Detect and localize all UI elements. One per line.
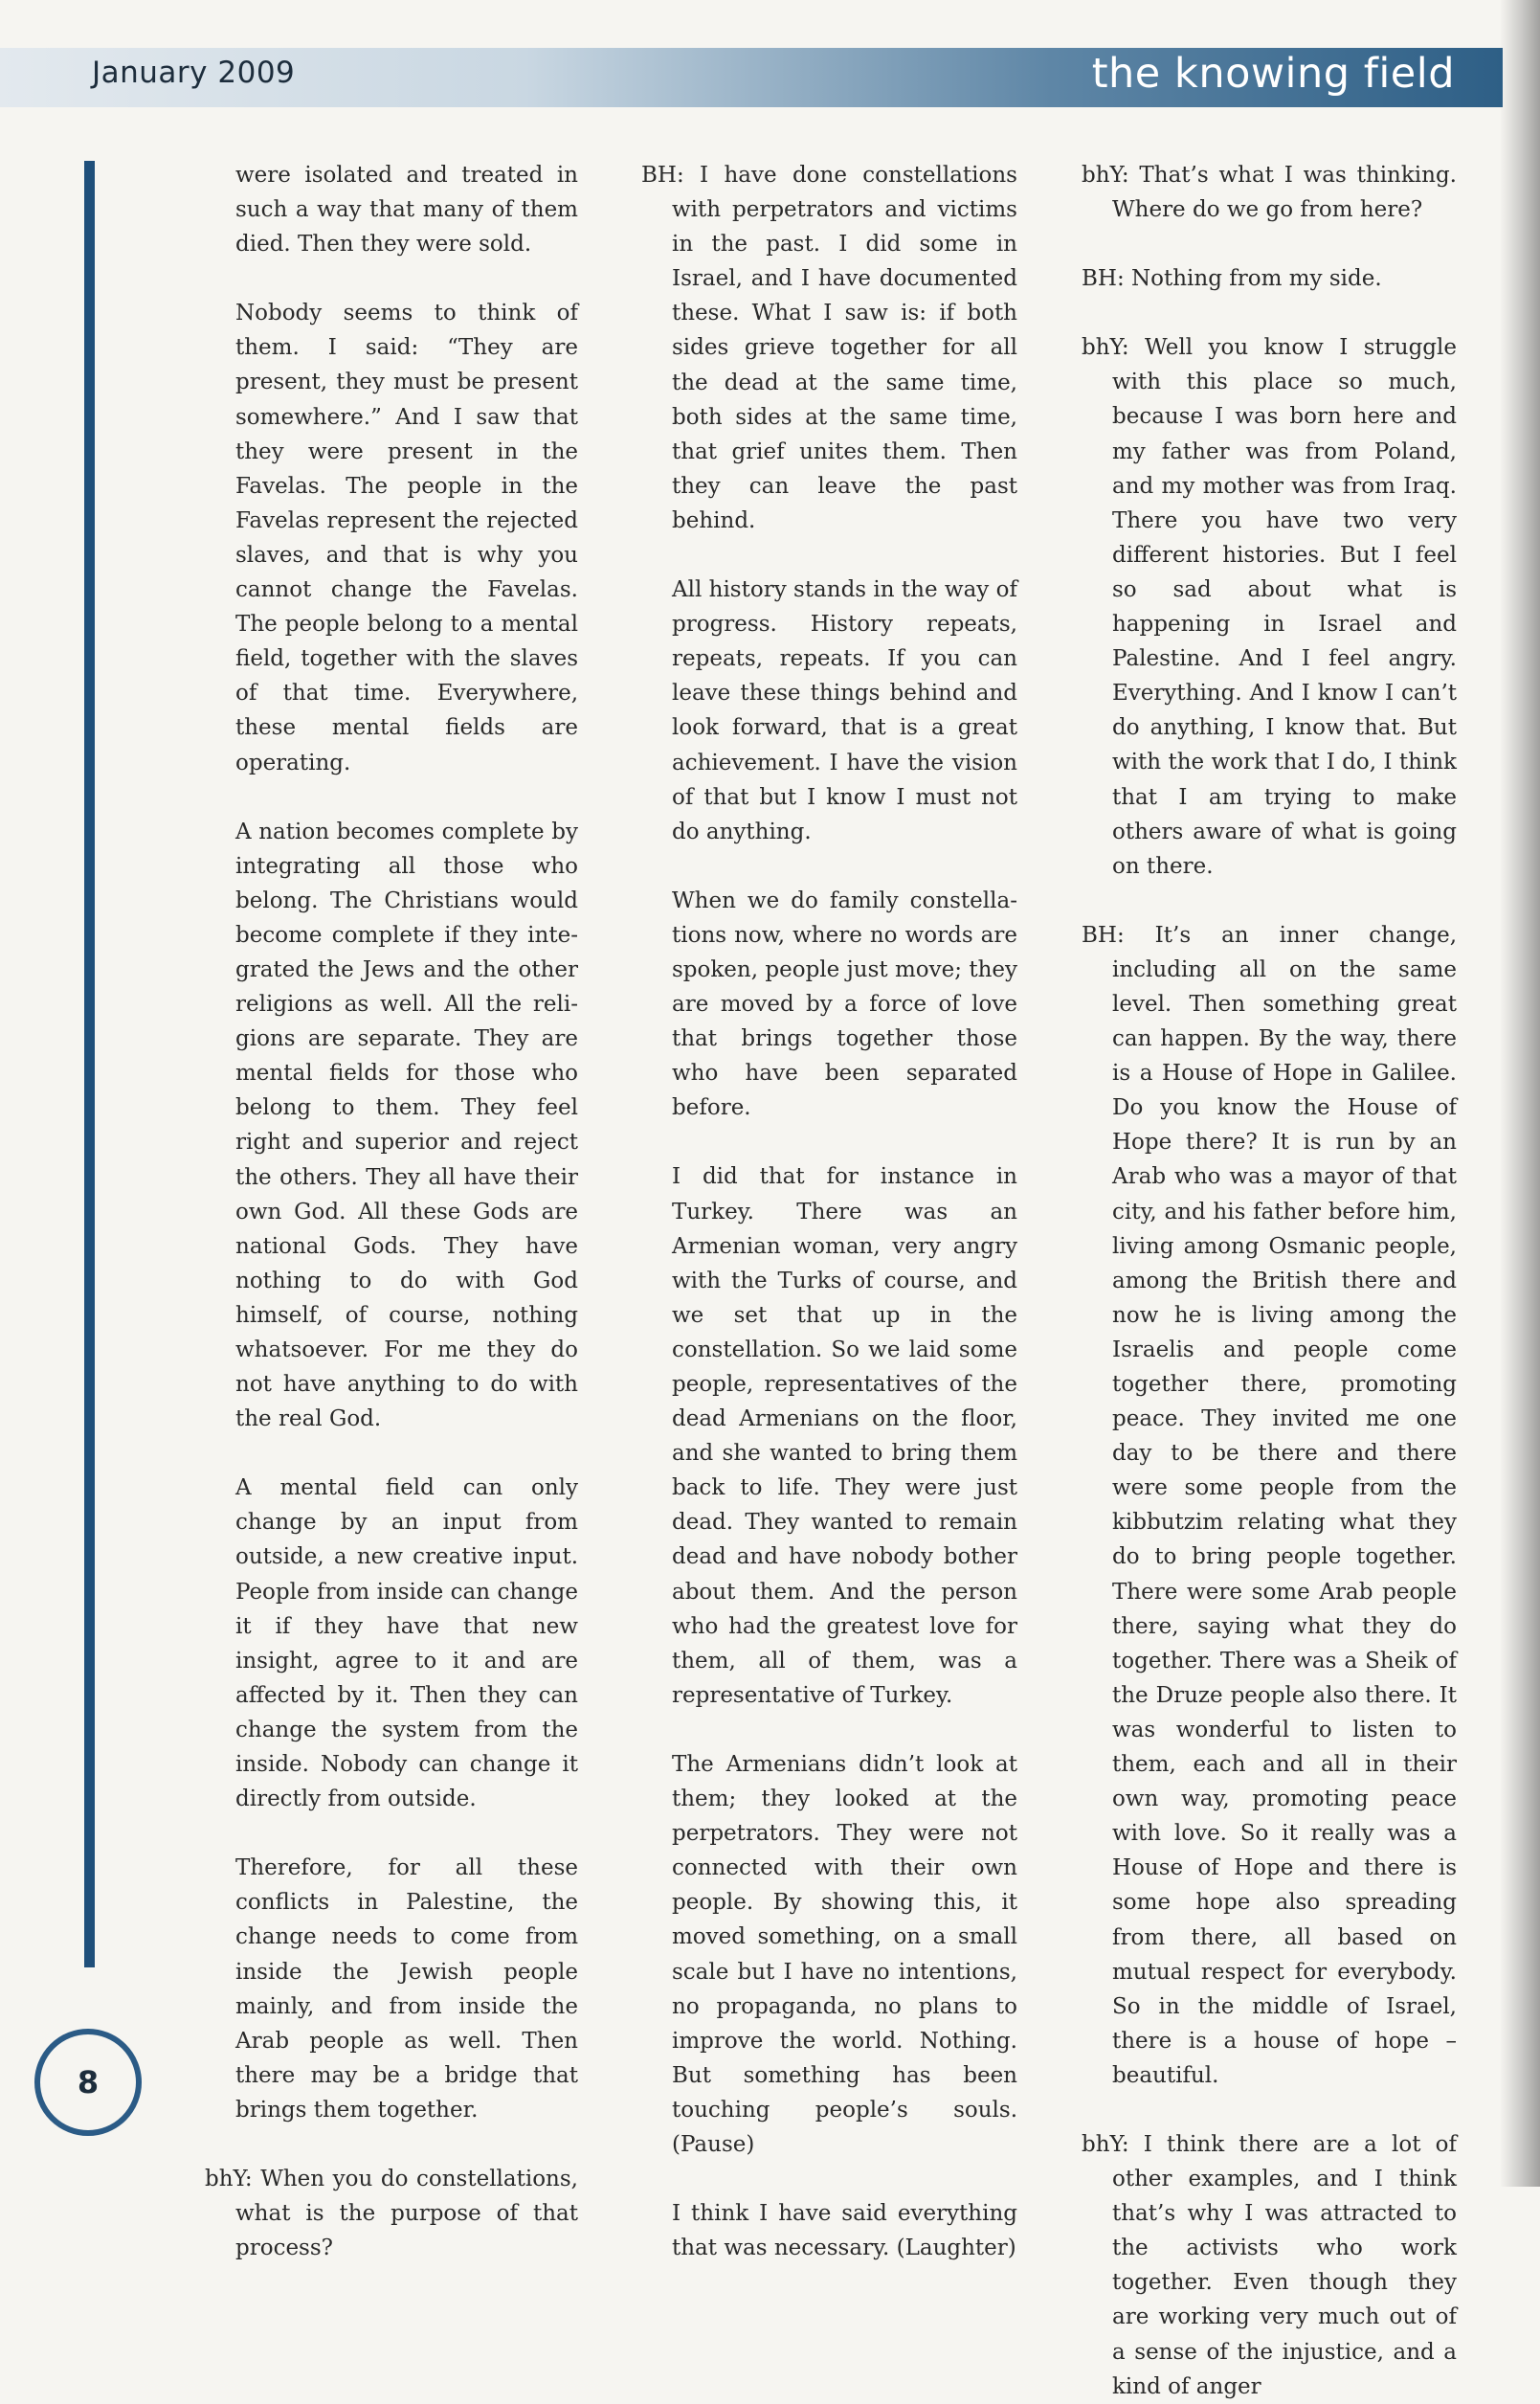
interview-answer: BH: It’s an inner change, including all on the same level. Then something great can happen. By the way, there is a House of Hope in Galilee. Do you know the House of Hope there? It is run by an Arab who was a mayor of that city, and his father before him, living among Osmanic people, among the British there and now he is living among the Israelis and people come together there, promoting peace. They invited me one day to be there and there were some people from the kibbutzim relating what they do to bring people together. There were some Arab people there, saying what they do together. There was a Sheik of the Druze people also there. It was wonderful to listen to them, each and all in their own way, promoting peace with love. So it really was a House of Hope and there is some hope also spreading from there, all based on mutual respect for everybody. So in the middle of Israel, there is a house of hope – beautiful.	[1082, 922, 1457, 2088]
paragraph: were isolated and treated in such a way that many of them died. Then they were sold.	[235, 163, 578, 258]
paragraph: A nation becomes complete by integrating all those who belong. The Christians would become complete if they integrated the Jews and the other religions as well. All the religions are separate. They are mental fields for those who belong to them. They feel right and superior and reject the others. They all have their own God. All these Gods are national Gods. They have nothing to do with God himself, of course, nothing whatsoever. For me they do not have anything to do with the real God.	[235, 819, 578, 1432]
interview-question: bhY: Well you know I struggle with this place so much, because I was born here and my father was from Poland, and my mother was from Iraq. There you have two very different histories. But I feel so sad about what is happening in Israel and Palestine. And I feel angry. Everything. And I know I can’t do anything, I know that. But with the work that I do, I think that I am trying to make others aware of what is going on there.	[1082, 335, 1457, 879]
paragraph: Nobody seems to think of them. I said: “They are present, they must be present somewhere.” And I saw that they were present in the Favelas. The people in the Favelas represent the rejected slaves, and that is why you cannot change the Favelas. The people belong to a mental field, together with the slaves of that time. Everywhere, these mental fields are operating.	[235, 301, 578, 775]
text-column-2	[641, 158, 1017, 2265]
page-edge-shadow	[1500, 0, 1540, 2187]
text-column-3	[1082, 158, 1457, 2404]
interview-answer: BH: I have done constellations with perpetrators and victims in the past. I did some in Israel, and I have documented these. What I saw is: if both sides grieve together for all the dead at the same time, both sides at the same time, that grief unites them. Then they can leave the past behind.	[641, 163, 1017, 533]
issue-date: January 2009	[92, 56, 296, 90]
page-header	[0, 48, 1503, 107]
interview-question: bhY: That’s what I was thinking. Where do we go from here?	[1082, 163, 1457, 223]
paragraph: When we do family constellations now, where no words are spoken, people just move; they are moved by a force of love that brings together those who have been separated before.	[672, 887, 1017, 1121]
paragraph: Therefore, for all these conflicts in Palestine, the change needs to come from inside the Jewish people mainly, and from inside the Arab people as well. Then there may be a bridge that brings them together.	[235, 1855, 578, 2123]
text-column-1	[205, 158, 578, 2265]
paragraph: I did that for instance in Turkey. There was an Armenian woman, very angry with the Turks of course, and we set that up in the constellation. So we laid some people, representatives of the dead Armenians on the floor, and she wanted to bring them back to life. They were just dead. They wanted to remain dead and have nobody bother about them. And the person who had the greatest love for them, all of them, was a representative of Turkey.	[672, 1164, 1017, 1708]
paragraph: I think I have said everything that was necessary. (Laughter)	[672, 2201, 1017, 2261]
magazine-title: the knowing field	[1091, 50, 1455, 98]
interview-question: bhY: I think there are a lot of other examples, and I think that’s why I was attracted to the activists who work together. Even though they are working very much out of a sense of the injustice, and a kind of anger	[1082, 2131, 1457, 2399]
page-number-badge	[34, 2029, 142, 2136]
interview-question: bhY: When you do constellations, what is the purpose of that process?	[205, 2166, 578, 2261]
page-number: 8	[77, 2064, 100, 2101]
paragraph: All history stands in the way of progress. History repeats, repeats, repeats. If you can leave these things behind and look forward, that is a great achievement. I have the vision of that but I know I must not do anything.	[672, 577, 1017, 844]
paragraph: The Armenians didn’t look at them; they looked at the perpetrators. They were not connected with their own people. By showing this, it moved something, on a small scale but I have no intentions, no propaganda, no plans to improve the world. Nothing. But something has been touching people’s souls. (Pause)	[672, 1751, 1017, 2157]
interview-answer: BH: Nothing from my side.	[1082, 266, 1382, 292]
paragraph: A mental field can only change by an input from outside, a new creative input. People from inside can change it if they have that new insight, agree to it and are affected by it. Then they can change the system from the inside. Nobody can change it directly from outside.	[235, 1475, 578, 1812]
accent-side-bar	[84, 161, 95, 1967]
